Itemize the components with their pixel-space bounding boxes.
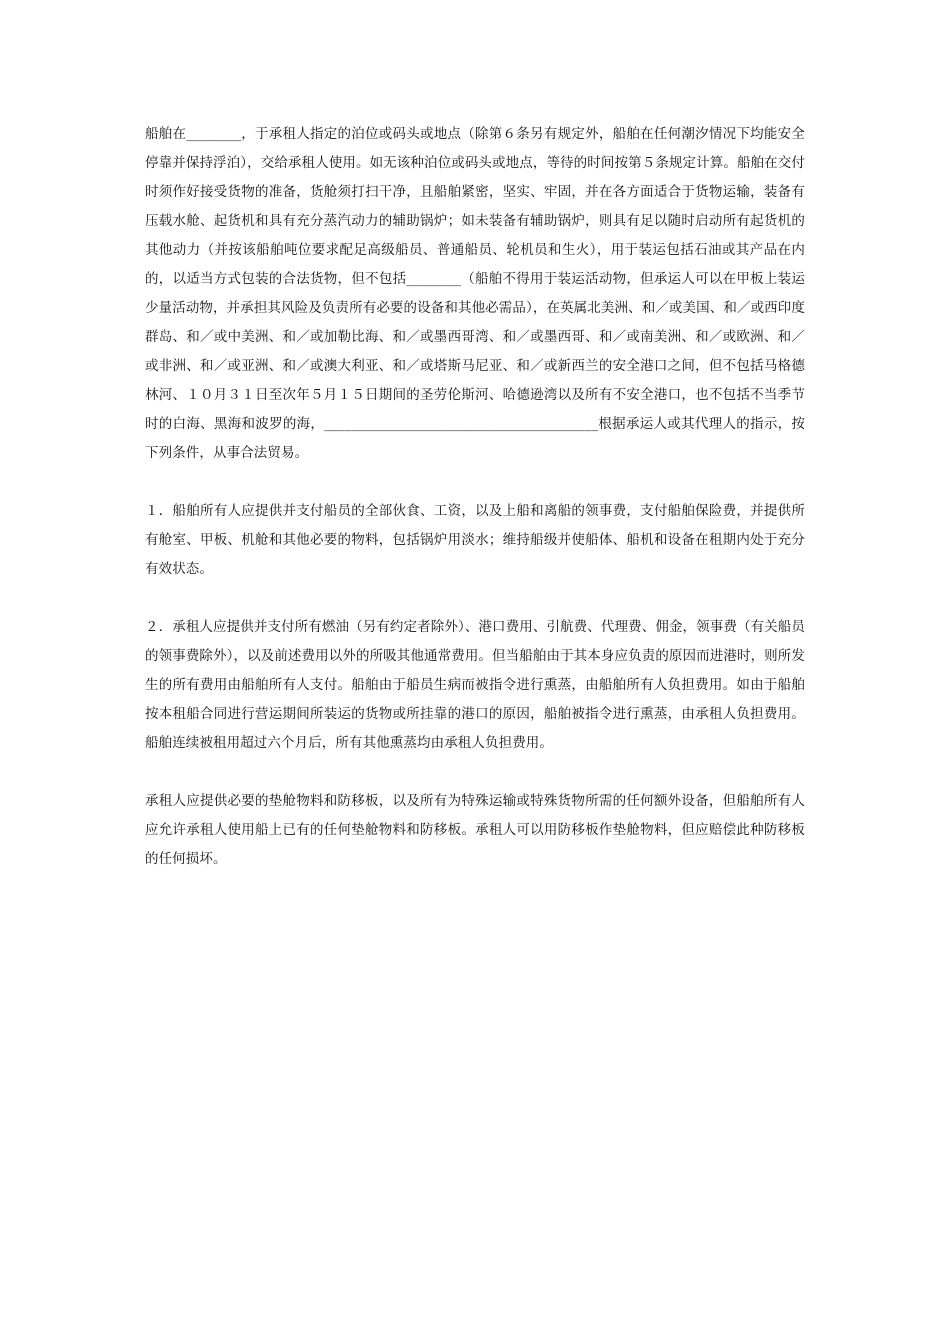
- paragraph-clause-1: １．船舶所有人应提供并支付船员的全部伙食、工资，以及上船和离船的领事费，支付船舶保险费，并提供所有舱室、甲板、机舱和其他必要的物料，包括锅炉用淡水；维持船级并使船体、船机和设备在租期内处于充分有效状态。: [145, 503, 805, 577]
- paragraph-clause-2: ２．承租人应提供并支付所有燃油（另有约定者除外）、港口费用、引航费、代理费、佣金，领事费（有关船员的领事费除外），以及前述费用以外的所吸其他通常费用。但当船舶由于其本身应负责的原因而进港时，则所发生的所有费用由船舶所有人支付。船舶由于船员生病而被指令进行熏蒸，由船舶所有人负担费用。如由于船舶按本租船合同进行营运期间所装运的货物或所挂靠的港口的原因，船舶被指令进行熏蒸，由承租人负担费用。船舶连续被租用超过六个月后，所有其他熏蒸均由承租人负担费用。: [145, 619, 805, 751]
- paragraph-dunnage: 承租人应提供必要的垫舱物料和防移板，以及所有为特殊运输或特殊货物所需的任何额外设备，但船舶所有人应允许承租人使用船上已有的任何垫舱物料和防移板。承租人可以用防移板作垫舱物料，但应赔偿此种防移板的任何损坏。: [145, 793, 805, 867]
- document-page: [145, 120, 805, 874]
- paragraph-delivery: 船舶在________，于承租人指定的泊位或码头或地点（除第６条另有规定外，船舶在任何潮汐情况下均能安全停靠并保持浮泊），交给承租人使用。如无该种泊位或码头或地点，等待的时间按第５条规定计算。船舶在交付时须作好接受货物的准备，货舱须打扫干净，且船舶紧密，坚实、牢固，并在各方面适合于货物运输，装备有压载水舱、起货机和具有充分蒸汽动力的辅助锅炉；如未装备有辅助锅炉，则具有足以随时启动所有起货机的其他动力（并按该船舶吨位要求配足高级船员、普通船员、轮机员和生火），用于装运包括石油或其产品在内的，以适当方式包装的合法货物，但不包括________（船舶不得用于装运活动物，但承运人可以在甲板上装运少量活动物，并承担其风险及负责所有必要的设备和其他必需品），在英属北美洲、和／或美国、和／或西印度群岛、和／或中美洲、和／或加勒比海、和／或墨西哥湾、和／或墨西哥、和／或南美洲、和／或欧洲、和／或非洲、和／或亚洲、和／或澳大利亚、和／或塔斯马尼亚、和／或新西兰的安全港口之间，但不包括马格德林河、１０月３１日至次年５月１５日期间的圣劳伦斯河、哈德逊湾以及所有不安全港口，也不包括不当季节时的白海、黑海和波罗的海，________________________________________根据承运人或其代理人的指示，按下列条件，从事合法贸易。: [145, 126, 805, 461]
